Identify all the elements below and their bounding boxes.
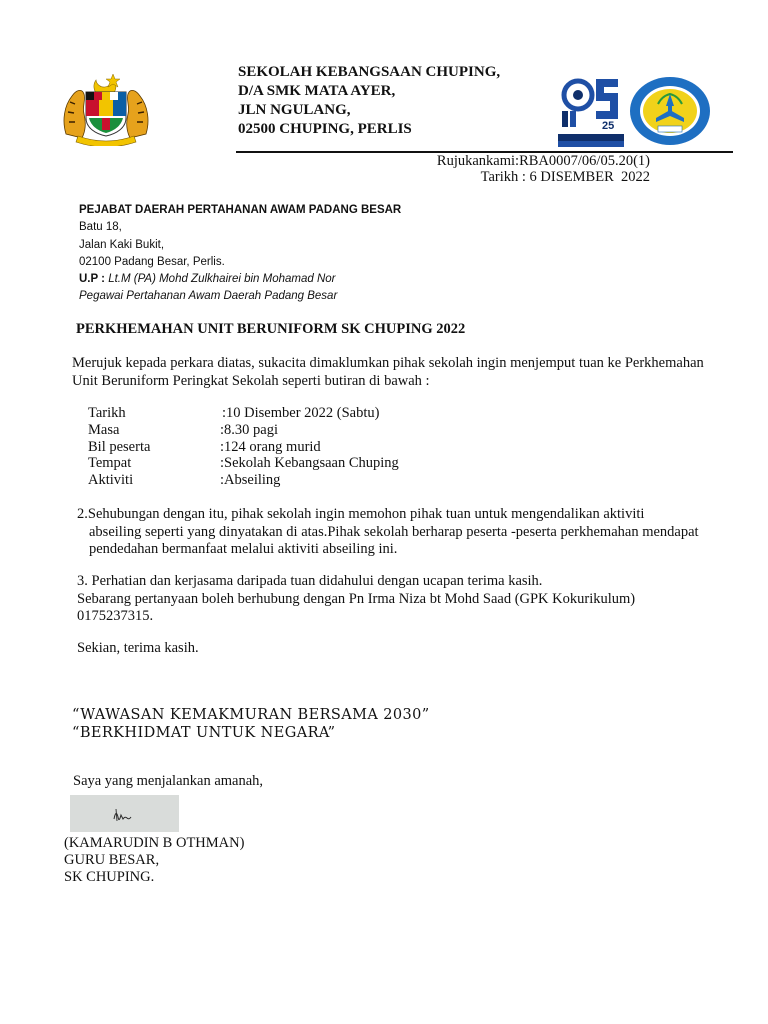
detail-row: Bil peserta :124 orang murid xyxy=(88,438,321,455)
reference-block xyxy=(424,153,650,185)
school-postcode-line: 02500 CHUPING, PERLIS xyxy=(238,121,412,137)
paragraph-3: 3. Perhatian dan kerjasama daripada tuan didahului dengan ucapan terima kasih. Sebarang pertanyaan boleh berhubung dengan Pn Irma Niza bt Mohd Saad (GPK Kokurikulum) 0175237315. xyxy=(77,573,636,624)
trust-line: Saya yang menjalankan amanah, xyxy=(73,773,264,789)
transformasi-sekolah-logo-icon xyxy=(558,73,624,149)
school-emblem-logo-icon xyxy=(628,76,712,146)
recipient-address-line: Jalan Kaki Bukit, xyxy=(79,238,165,251)
recipient-address-line: 02100 Padang Besar, Perlis. xyxy=(79,255,225,268)
attention-title: Pegawai Pertahanan Awam Daerah Padang Besar xyxy=(79,290,338,303)
logo-number-text: 25 xyxy=(602,120,615,132)
paragraph-2: 2.Sehubungan dengan itu, pihak sekolah ingin memohon pihak tuan untuk mengendalikan aktiviti abseiling seperti yang dinyatakan di atas.Pihak sekolah berharap peserta -peserta perkhemahan mendapat pendedahan bermanfaat melalui aktiviti abseiling ini. xyxy=(77,506,699,558)
closing-line: Sekian, terima kasih. xyxy=(77,640,199,656)
attention-line: U.P : Lt.M (PA) Mohd Zulkhairei bin Mohamad Nor xyxy=(79,273,336,286)
school-name-line: SEKOLAH KEBANGSAAN CHUPING, xyxy=(238,64,501,80)
detail-row: Tempat :Sekolah Kebangsaan Chuping xyxy=(88,455,399,472)
detail-row: Aktiviti :Abseiling xyxy=(88,472,281,489)
letter-date: Tarikh : 6 DISEMBER 2022 xyxy=(480,169,650,185)
coat-of-arms-icon xyxy=(56,66,156,146)
signer-position: GURU BESAR, xyxy=(64,852,160,868)
signer-name: (KAMARUDIN B OTHMAN) xyxy=(64,835,245,851)
school-address-block xyxy=(238,63,500,139)
signer-school: SK CHUPING. xyxy=(64,869,155,885)
event-details xyxy=(88,405,399,489)
recipient-office: PEJABAT DAERAH PERTAHANAN AWAM PADANG BESAR xyxy=(79,204,402,216)
signer-block xyxy=(64,835,244,886)
recipient-address-line: Batu 18, xyxy=(79,221,122,234)
motto-line: “BERKHIDMAT UNTUK NEGARA” xyxy=(72,725,336,741)
mottos xyxy=(72,706,430,742)
intro-paragraph: Merujuk kepada perkara diatas, sukacita dimaklumkan pihak sekolah ingin menjemput tuan ke Perkhemahan Unit Beruniform Peringkat Sekolah seperti butiran di bawah : xyxy=(72,355,704,389)
recipient-address xyxy=(79,202,401,306)
signature-icon xyxy=(70,795,179,832)
detail-row: Masa :8.30 pagi xyxy=(88,421,278,438)
school-address-line: JLN NGULANG, xyxy=(238,102,351,118)
school-address-line: D/A SMK MATA AYER, xyxy=(238,83,396,99)
letter-subject: PERKHEMAHAN UNIT BERUNIFORM SK CHUPING 2022 xyxy=(76,321,466,337)
motto-line: “WAWASAN KEMAKMURAN BERSAMA 2030” xyxy=(72,707,430,723)
detail-row: Tarikh :10 Disember 2022 (Sabtu) xyxy=(88,405,380,421)
reference-number: Rujukankami:RBA0007/06/05.20(1) xyxy=(436,153,650,169)
